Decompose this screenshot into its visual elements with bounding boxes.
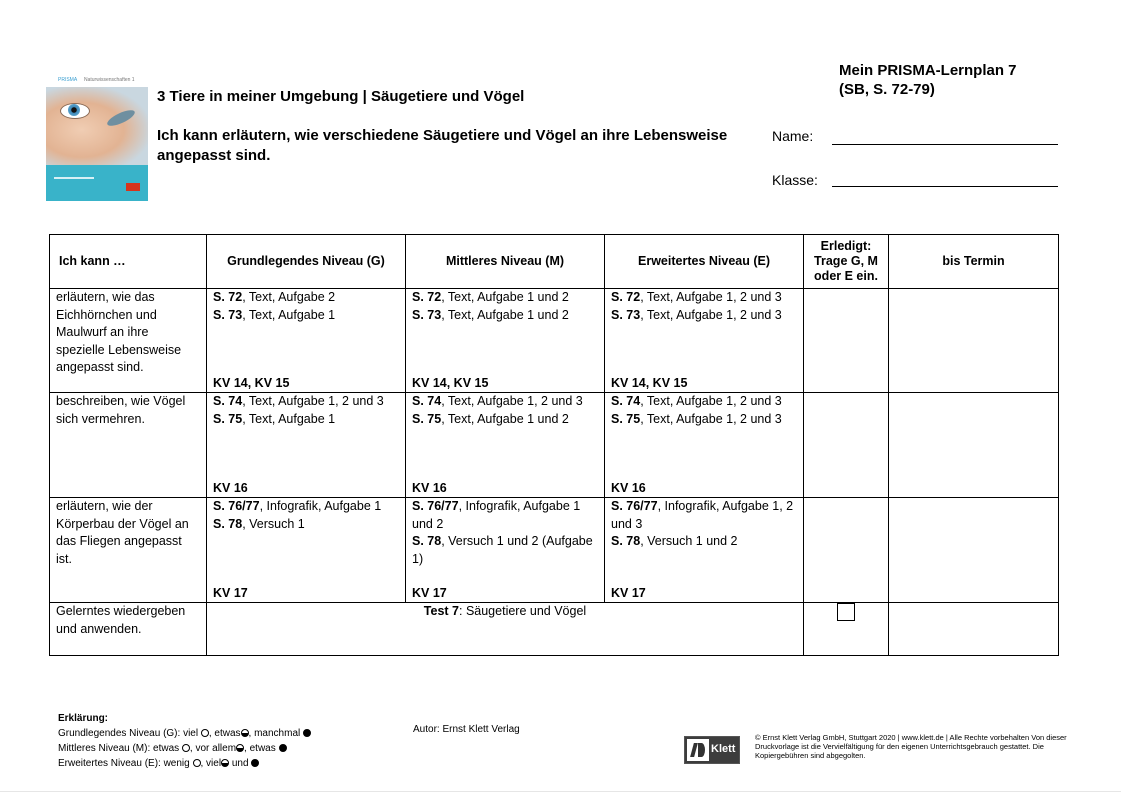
done-cell[interactable] xyxy=(804,498,889,603)
chapter-title: 3 Tiere in meiner Umgebung | Säugetiere und Vögel xyxy=(157,88,525,105)
table-row xyxy=(50,393,1059,498)
legend-title: Erklärung: xyxy=(58,713,109,724)
circle-full-icon xyxy=(251,759,259,767)
g-cell: S. 76/77, Infografik, Aufgabe 1 S. 78, Versuch 1 KV 17 xyxy=(207,498,406,603)
klett-mark-icon xyxy=(687,739,709,761)
can-cell: erläutern, wie das Eichhörnchen und Maulwurf an ihre spezielle Lebensweise angepasst sind. xyxy=(50,289,207,393)
name-field[interactable] xyxy=(832,144,1058,145)
m-cell: S. 74, Text, Aufgabe 1, 2 und 3 S. 75, Text, Aufgabe 1 und 2 KV 16 xyxy=(406,393,605,498)
class-field[interactable] xyxy=(832,186,1058,187)
deadline-cell[interactable] xyxy=(889,498,1059,603)
circle-full-icon xyxy=(303,729,311,737)
test-cell: Test 7: Säugetiere und Vögel xyxy=(207,603,804,656)
cover-brand: PRISMA xyxy=(58,77,78,83)
plan-title-block xyxy=(839,61,1017,99)
legend-g: Grundlegendes Niveau (G): viel , etwas , manchmal xyxy=(58,726,311,741)
m-cell: S. 76/77, Infografik, Aufgabe 1 und 2 S. 78, Versuch 1 und 2 (Aufgabe 1) KV 17 xyxy=(406,498,605,603)
deadline-cell[interactable] xyxy=(889,289,1059,393)
header-can: Ich kann … xyxy=(50,235,207,289)
m-cell: S. 72, Text, Aufgabe 1 und 2 S. 73, Text, Aufgabe 1 und 2 KV 14, KV 15 xyxy=(406,289,605,393)
done-checkbox[interactable] xyxy=(837,603,855,621)
legend-e: Erweitertes Niveau (E): wenig , viel und xyxy=(58,756,311,771)
kv-label: KV 14, KV 15 xyxy=(213,375,290,390)
kv-label: KV 14, KV 15 xyxy=(412,375,489,390)
circle-half-icon xyxy=(241,729,249,737)
kv-label: KV 16 xyxy=(412,480,447,495)
learning-plan-table xyxy=(49,234,1059,656)
circle-full-icon xyxy=(279,744,287,752)
can-cell: Gelerntes wiedergeben und anwenden. xyxy=(50,603,207,656)
kv-label: KV 17 xyxy=(412,585,447,600)
copyright-notice: © Ernst Klett Verlag GmbH, Stuttgart 2020 | www.klett.de | Alle Rechte vorbehalten Von dieser Druckvorlage ist die Vervielfältigung für den eigenen Unterrichtsgebrauch gestattet. Die Kopiergebühren sind abgegolten. xyxy=(755,733,1067,760)
book-cover-image xyxy=(46,73,148,201)
legend-m: Mittleres Niveau (M): etwas , vor allem , etwas xyxy=(58,741,311,756)
klett-logo-icon xyxy=(126,183,140,191)
header-e: Erweitertes Niveau (E) xyxy=(605,235,804,289)
g-cell: S. 72, Text, Aufgabe 2 S. 73, Text, Aufgabe 1 KV 14, KV 15 xyxy=(207,289,406,393)
e-cell: S. 72, Text, Aufgabe 1, 2 und 3 S. 73, Text, Aufgabe 1, 2 und 3 KV 14, KV 15 xyxy=(605,289,804,393)
e-cell: S. 74, Text, Aufgabe 1, 2 und 3 S. 75, Text, Aufgabe 1, 2 und 3 KV 16 xyxy=(605,393,804,498)
name-label: Name: xyxy=(772,128,814,144)
done-cell[interactable] xyxy=(804,289,889,393)
circle-half-icon xyxy=(221,759,229,767)
table-row xyxy=(50,289,1059,393)
learning-goal: Ich kann erläutern, wie verschiedene Säugetiere und Vögel an ihre Lebensweise angepasst sind. xyxy=(157,127,728,164)
circle-empty-icon xyxy=(193,759,201,767)
table-header-row xyxy=(50,235,1059,289)
done-cell[interactable] xyxy=(804,393,889,498)
legend xyxy=(58,711,311,771)
plan-title: Mein PRISMA-Lernplan 7 xyxy=(839,62,1017,79)
circle-empty-icon xyxy=(201,729,209,737)
done-cell xyxy=(804,603,889,656)
kv-label: KV 16 xyxy=(213,480,248,495)
kv-label: KV 14, KV 15 xyxy=(611,375,688,390)
header-done: Erledigt: Trage G, M oder E ein. xyxy=(804,235,889,289)
page-bottom-divider xyxy=(0,791,1121,792)
table-row-test xyxy=(50,603,1059,656)
header-deadline: bis Termin xyxy=(889,235,1059,289)
can-cell: beschreiben, wie Vögel sich vermehren. xyxy=(50,393,207,498)
header-m: Mittleres Niveau (M) xyxy=(406,235,605,289)
plan-pages: (SB, S. 72-79) xyxy=(839,81,935,98)
kv-label: KV 17 xyxy=(213,585,248,600)
table-row xyxy=(50,498,1059,603)
kv-label: KV 17 xyxy=(611,585,646,600)
header-g: Grundlegendes Niveau (G) xyxy=(207,235,406,289)
circle-empty-icon xyxy=(182,744,190,752)
circle-half-icon xyxy=(236,744,244,752)
klett-logo: Klett xyxy=(684,736,740,764)
class-label: Klasse: xyxy=(772,172,818,188)
can-cell: erläutern, wie der Körperbau der Vögel an das Fliegen angepasst ist. xyxy=(50,498,207,603)
e-cell: S. 76/77, Infografik, Aufgabe 1, 2 und 3 S. 78, Versuch 1 und 2 KV 17 xyxy=(605,498,804,603)
deadline-cell[interactable] xyxy=(889,603,1059,656)
author-credit: Autor: Ernst Klett Verlag xyxy=(413,724,520,735)
deadline-cell[interactable] xyxy=(889,393,1059,498)
cover-subject: Naturwissenschaften 1 xyxy=(84,77,135,83)
kv-label: KV 16 xyxy=(611,480,646,495)
g-cell: S. 74, Text, Aufgabe 1, 2 und 3 S. 75, Text, Aufgabe 1 KV 16 xyxy=(207,393,406,498)
